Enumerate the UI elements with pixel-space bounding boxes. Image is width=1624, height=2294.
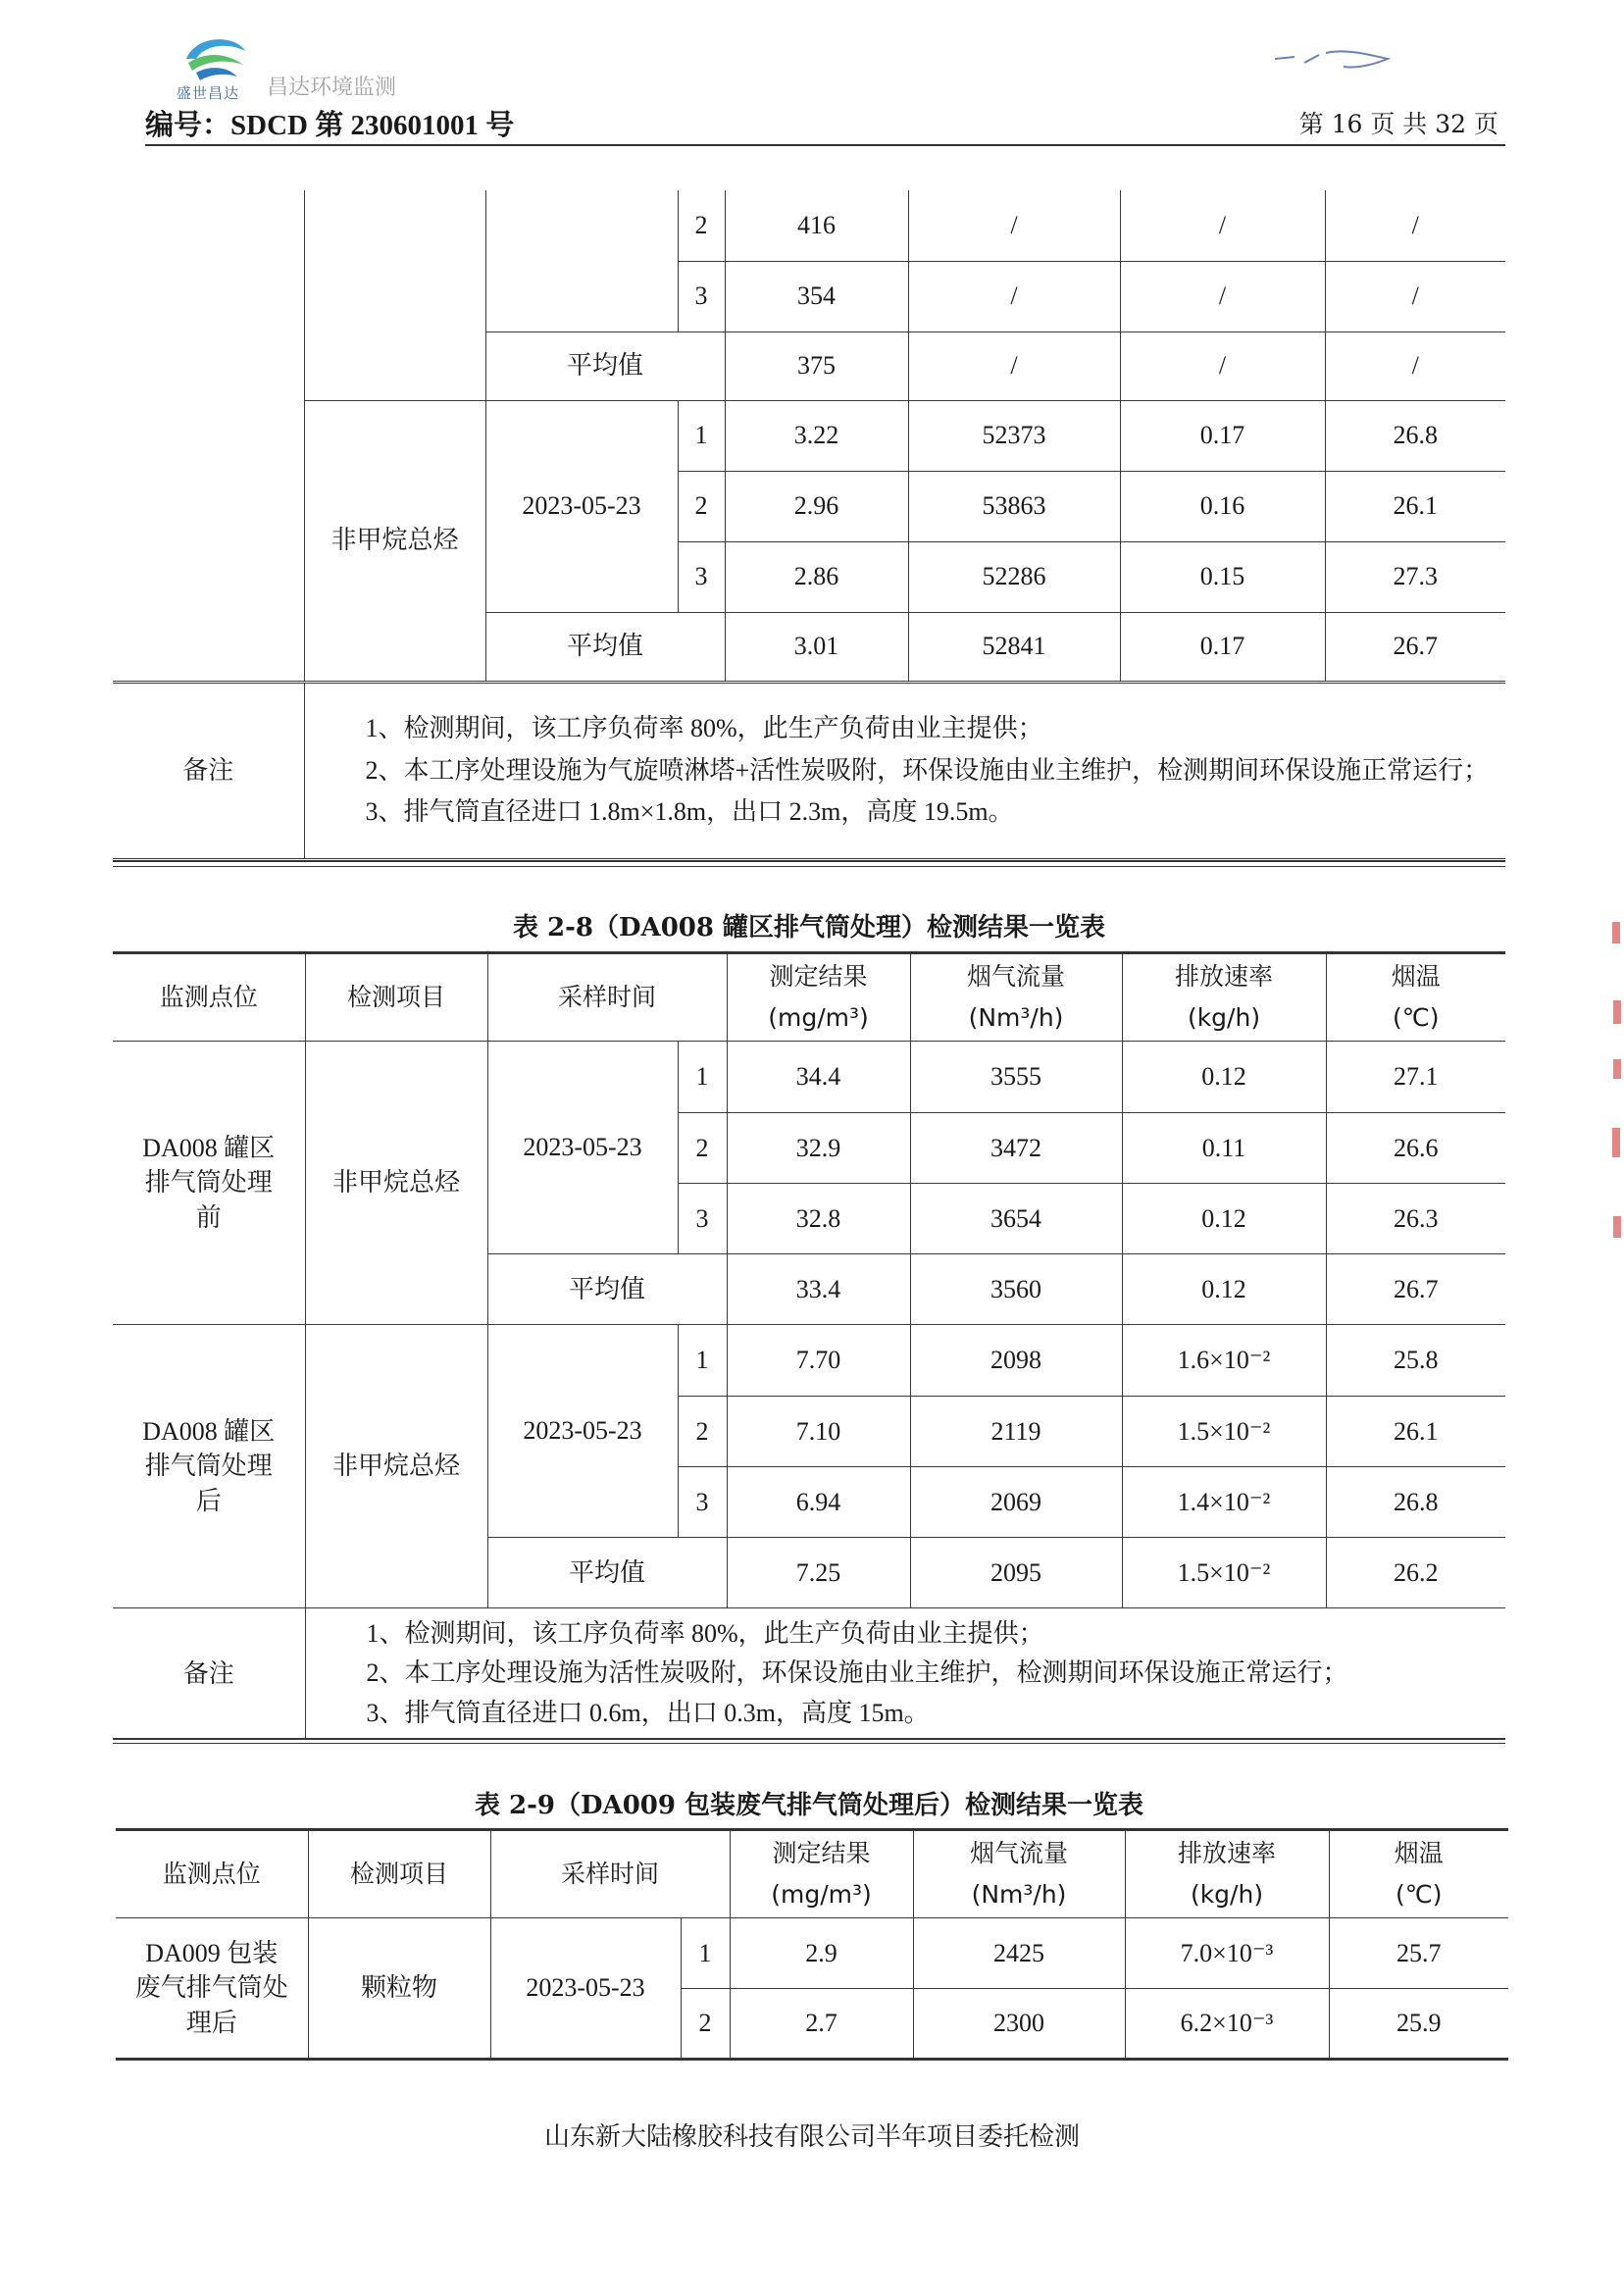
result-value: 6.94 [727,1467,910,1538]
header-flow-unit: (Nm³/h) [971,1880,1067,1909]
flow-value: 2119 [910,1397,1122,1467]
temp-value: / [1325,261,1505,331]
flow-value: / [908,190,1120,261]
result-value: 34.4 [727,1042,910,1113]
table-end-rule [113,861,1505,867]
table-continued-body [113,190,1505,682]
sample-no: 2 [681,1989,730,2060]
sample-no: 1 [681,1918,730,1989]
sample-date: 2023-05-23 [485,400,678,612]
rate-value: 6.2×10⁻³ [1125,1989,1329,2060]
header-flow-label: 烟气流量 [970,1838,1069,1867]
seal-fragment-icon [1608,922,1622,1246]
result-value: 32.8 [727,1184,910,1254]
avg-result: 33.4 [727,1254,910,1325]
avg-temp: 26.2 [1326,1538,1505,1608]
rate-value: 0.11 [1122,1113,1326,1184]
result-value: 2.96 [725,471,908,541]
note-line: 2、本工序处理设施为气旋喷淋塔+活性炭吸附，环保设施由业主维护，检测期间环保设施正常运行； [365,755,1490,785]
header-rate-label: 排放速率 [1175,961,1274,991]
header-rule [145,144,1505,146]
rate-value: 1.4×10⁻² [1122,1467,1326,1538]
avg-result: 375 [725,331,908,400]
header-temp [1329,1830,1508,1918]
temp-value: 27.1 [1326,1042,1505,1113]
signature-mark-icon [1265,39,1402,78]
document-number: 编号：SDCD 第 230601001 号 [145,110,515,141]
avg-rate: / [1120,331,1325,400]
header-flow-label: 烟气流量 [967,961,1066,991]
sample-no: 2 [678,1397,727,1467]
temp-value: 26.8 [1325,400,1505,471]
temp-value: 26.8 [1326,1467,1505,1538]
temp-value: 25.8 [1326,1325,1505,1397]
logo-text: 盛世昌达 [177,84,240,102]
header-flow-unit: (Nm³/h) [968,1003,1064,1032]
item-name: 非甲烷总烃 [305,1042,487,1325]
temp-value: 27.3 [1325,541,1505,612]
flow-value: 2300 [913,1989,1125,2060]
note-label: 备注 [113,684,304,860]
sample-no: 3 [678,1467,727,1538]
avg-result: 7.25 [727,1538,910,1608]
monitor-point: DA009 包装废气排气筒处理后 [116,1918,308,2060]
rate-value: 1.6×10⁻² [1122,1325,1326,1397]
header-result [727,953,910,1042]
avg-flow: 52841 [908,612,1120,681]
average-label: 平均值 [487,1538,727,1608]
sample-no: 2 [678,1113,727,1184]
monitor-point: DA008 罐区排气筒处理前 [113,1042,305,1325]
header-result-label: 测定结果 [769,961,868,991]
result-value: 2.86 [725,541,908,612]
result-value: 416 [725,190,908,261]
rate-value: 1.5×10⁻² [1122,1397,1326,1467]
page-footer: 山东新大陆橡胶科技有限公司半年项目委托检测 [543,2122,1080,2152]
header-time: 采样时间 [487,953,727,1042]
sample-no: 1 [678,400,725,471]
result-value: 7.10 [727,1397,910,1467]
avg-temp: / [1325,331,1505,400]
rate-value: 0.12 [1122,1042,1326,1113]
header-temp-label: 烟温 [1391,961,1441,991]
flow-value: 2098 [910,1325,1122,1397]
result-value: 2.9 [730,1918,913,1989]
header-result [730,1830,913,1918]
average-label: 平均值 [485,331,725,400]
result-value: 7.70 [727,1325,910,1397]
item-name: 非甲烷总烃 [304,400,485,681]
avg-flow: / [908,331,1120,400]
sample-no: 2 [678,190,725,261]
note-label: 备注 [113,1608,305,1740]
flow-value: 53863 [908,471,1120,541]
rate-value: 0.16 [1120,471,1325,541]
avg-temp: 26.7 [1326,1254,1505,1325]
temp-value: 26.1 [1325,471,1505,541]
avg-flow: 3560 [910,1254,1122,1325]
average-label: 平均值 [487,1254,727,1325]
sample-no: 3 [678,541,725,612]
avg-result: 3.01 [725,612,908,681]
table-continued-notes [113,683,1505,861]
flow-value: 3555 [910,1042,1122,1113]
temp-value: 26.3 [1326,1184,1505,1254]
result-value: 3.22 [725,400,908,471]
header-time: 采样时间 [490,1830,730,1918]
note-line: 2、本工序处理设施为活性炭吸附，环保设施由业主维护，检测期间环保设施正常运行； [366,1658,1348,1688]
flow-value: 2425 [913,1918,1125,1989]
header-result-label: 测定结果 [772,1838,871,1867]
temp-value: / [1325,190,1505,261]
flow-value: 2069 [910,1467,1122,1538]
sample-no: 1 [678,1042,727,1113]
header-flow [910,953,1122,1042]
result-value: 2.7 [730,1989,913,2060]
temp-value: 25.9 [1329,1989,1508,2060]
header-point: 监测点位 [113,953,305,1042]
result-value: 32.9 [727,1113,910,1184]
item-name: 非甲烷总烃 [305,1325,487,1608]
header-item: 检测项目 [308,1830,490,1918]
flow-value: 3654 [910,1184,1122,1254]
page-number: 第 16 页 共 32 页 [1298,110,1498,138]
header-rate-unit: (kg/h) [1187,1003,1261,1032]
rate-value: 0.17 [1120,400,1325,471]
temp-value: 25.7 [1329,1918,1508,1989]
item-name: 颗粒物 [308,1918,490,2060]
table-end-rule [113,1738,1505,1744]
logo-faint-text: 昌达环境监测 [267,76,397,100]
rate-value: 7.0×10⁻³ [1125,1918,1329,1989]
avg-flow: 2095 [910,1538,1122,1608]
avg-rate: 1.5×10⁻² [1122,1538,1326,1608]
header-rate-label: 排放速率 [1178,1838,1277,1867]
sample-date: 2023-05-23 [487,1042,678,1254]
table-2-9 [116,1828,1508,2061]
avg-rate: 0.17 [1120,612,1325,681]
flow-value: 52373 [908,400,1120,471]
note-line: 1、检测期间，该工序负荷率 80%，此生产负荷由业主提供； [365,713,1043,742]
header-temp-unit: (℃) [1392,1003,1440,1032]
flow-value: 3472 [910,1113,1122,1184]
note-content [305,1608,1505,1740]
table-2-8 [113,951,1505,1740]
table-2-9-caption: 表 2-9（DA009 包装废气排气筒处理后）检测结果一览表 [474,1791,1144,1820]
header-rate-unit: (kg/h) [1190,1880,1264,1909]
sample-date: 2023-05-23 [490,1918,681,2060]
table-2-8-caption: 表 2-8（DA008 罐区排气筒处理）检测结果一览表 [512,913,1106,943]
header-rate [1122,953,1326,1042]
header-rate [1125,1830,1329,1918]
flow-value: 52286 [908,541,1120,612]
header-temp-label: 烟温 [1394,1838,1444,1867]
cont-point-cell [113,190,304,681]
sample-date: 2023-05-23 [487,1325,678,1538]
cont-date-cell [485,190,678,331]
note-line: 3、排气筒直径进口 0.6m，出口 0.3m，高度 15m。 [366,1698,930,1727]
header-flow [913,1830,1125,1918]
avg-temp: 26.7 [1325,612,1505,681]
avg-rate: 0.12 [1122,1254,1326,1325]
sample-no: 2 [678,471,725,541]
sample-no: 3 [678,1184,727,1254]
flow-value: / [908,261,1120,331]
rate-value: 0.12 [1122,1184,1326,1254]
rate-value: 0.15 [1120,541,1325,612]
header-result-unit: (mg/m³) [771,1880,872,1909]
monitor-point: DA008 罐区排气筒处理后 [113,1325,305,1608]
rate-value: / [1120,190,1325,261]
result-value: 354 [725,261,908,331]
temp-value: 26.6 [1326,1113,1505,1184]
temp-value: 26.1 [1326,1397,1505,1467]
header-point: 监测点位 [116,1830,308,1918]
header-temp-unit: (℃) [1395,1880,1443,1909]
header-result-unit: (mg/m³) [768,1003,869,1032]
header-item: 检测项目 [305,953,487,1042]
rate-value: / [1120,261,1325,331]
average-label: 平均值 [485,612,725,681]
note-line: 1、检测期间，该工序负荷率 80%，此生产负荷由业主提供； [366,1619,1044,1649]
note-line: 3、排气筒直径进口 1.8m×1.8m，出口 2.3m，高度 19.5m。 [365,797,1014,827]
sample-no: 3 [678,261,725,331]
note-content [304,684,1505,860]
sample-no: 1 [678,1325,727,1397]
header-temp [1326,953,1505,1042]
cont-item-cell [304,190,485,400]
